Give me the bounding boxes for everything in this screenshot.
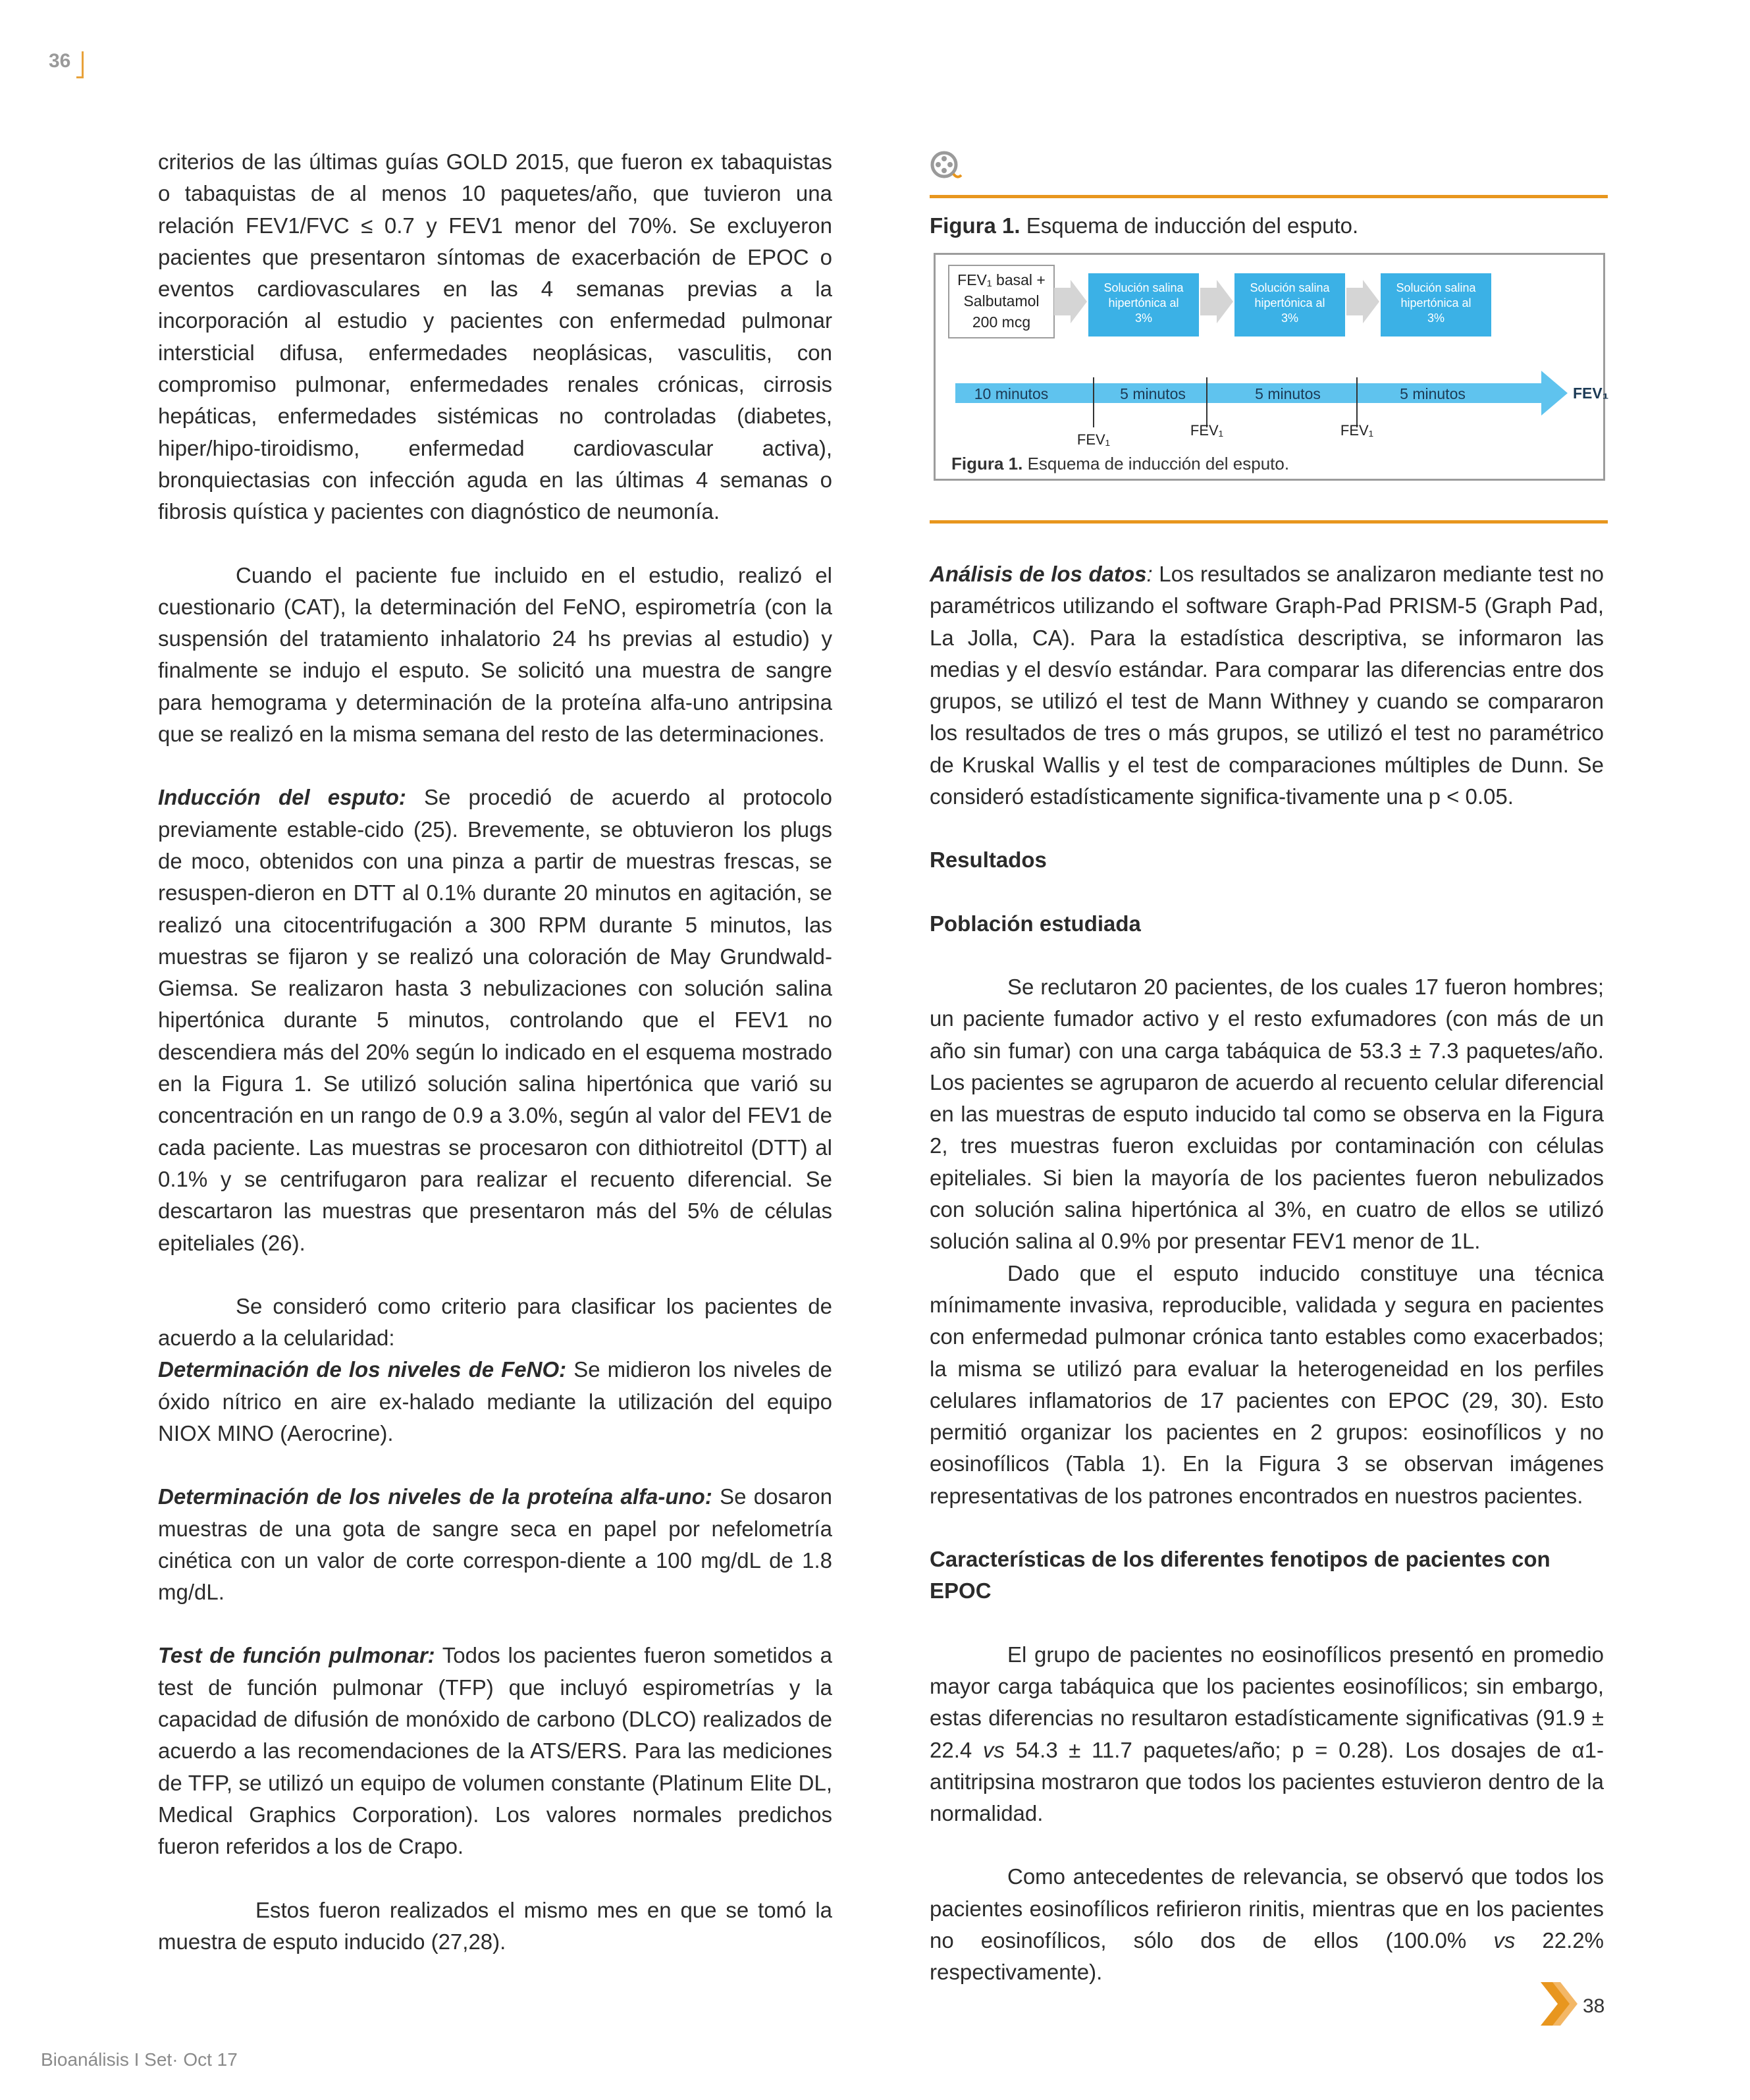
text-pulmonary-test: Todos los pacientes fueron sometidos a test de función pulmonar (TFP) que incluyó espirometrías y la capacidad de difusión de monóxido de carbono (DLCO) realizados de acuerdo a las recomendaciones de la ATS/ERS. Para las mediciones de TFP, se utilizó un equipo de volumen constante (Platinum Elite DL, Medical Graphics Corporation). Los valores normales predichos fueron referidos a los de Crapo. (158, 1643, 832, 1859)
diagram-inner-caption-label: Figura 1. (951, 454, 1023, 473)
heading-resultados: Resultados (930, 848, 1047, 873)
paragraph-procedure: Cuando el paciente fue incluido en el estudio, realizó el cuestionario (CAT), la determinación del FeNO, espirometría (con la suspensión del tratamiento inhalatorio 24 hs previas al estudio) y finalmente se indujo el esputo. Se solicitó una muestra de sangre para hemograma y determinación de la proteína alfa-uno antripsina que se realizó en la misma semana del resto de las determinaciones. (158, 562, 832, 747)
text-sputum-induction: Se procedió de acuerdo al protocolo previamente estable-cido (25). Brevemente, se obtuvieron los plugs de moco, obtenidos con una pinza a partir de muestras frescas, se resuspen-dieron en DTT al 0.1% durante 20 minutos en agitación, se realizó una citocentrifugación a 300 RPM durante 5 minutos, las muestras se fijaron y se realizó una coloración de May Grundwald-Giemsa. Se realizaron hasta 3 nebulizaciones con solución salina hipertónica durante 5 minutos, controlando que el FEV1 no descendiera más del 20% según lo indicado en el esquema mostrado en la Figura 1. Se utilizó solución salina hipertónica que varió su concentración en un rango de 0.9 a 3.0%, según al valor del FEV1 de cada paciente. Las muestras se procesaron con dithiotreitol (DTT) al 0.1% y se centrifugaron para realizar el recuento diferencial. Se descartaron las muestras que presentaron más del 5% de células epiteliales (26). (158, 785, 832, 1255)
saline-box-3-line-3: 3% (1427, 311, 1445, 325)
saline-box-3-line-2: hipertónica al (1400, 296, 1472, 310)
diagram-inner-caption (951, 454, 1289, 473)
chevron-arrow-icon (1346, 280, 1379, 323)
chevron-arrow-icon (1200, 280, 1233, 323)
paragraph-criteria: criterios de las últimas guías GOLD 2015, que fueron ex tabaquistas o tabaquistas de al menos 10 paquetes/año, que tuvieron una relación FEV1/FVC ≤ 0.7 y FEV1 menor del 70%. Se excluyeron pacientes que presentaron síntomas de exacerbación de EPOC o eventos cardiovasculares en las 4 semanas previas a la incorporación al estudio y pacientes con enfermedad pulmonar intersticial difusa, enfermedades neoplásicas, vasculitis, con compromiso pulmonar, enfermedades renales crónicas, cirrosis hepáticas, enfermedades sistémicas no controladas (diabetes, hiper/hipo-tiroidismo, enfermedad cardiovascular activa), bronquiectasias con infección aguda en las últimas 4 semanas o fibrosis quística y pacientes con diagnóstico de neumonía. (158, 149, 832, 524)
text-feno: Se midieron los niveles de óxido nítrico en aire ex-halado mediante la utilización del equipo NIOX MINO (Aerocrine). (158, 1357, 832, 1445)
heading-colon: : (1146, 562, 1153, 586)
fev-mark-2: FEV₁ (1190, 422, 1224, 439)
chevron-arrow-icon (1054, 280, 1087, 323)
paragraph-criterion: Se consideró como criterio para clasificar los pacientes de acuerdo a la celularidad: (158, 1293, 832, 1351)
text-rhinitis-b: 22.2% respectivamente). (930, 1927, 1604, 1985)
figure-diagram (934, 253, 1609, 481)
sputum-induction-diagram (936, 255, 1609, 479)
left-column (158, 146, 832, 1958)
timeline-label-1: 10 minutos (974, 385, 1049, 402)
saline-box-3-line-1: Solución salina (1396, 281, 1476, 294)
paragraph-data-analysis (930, 558, 1604, 813)
text-rhinitis-a: Como antecedentes de relevancia, se observó que todos los pacientes eosinofílicos refirieron rinitis, mientras que en los pacientes no eosinofílicos, sólo dos de ellos (100.0% (930, 1864, 1604, 1952)
heading-poblacion: Población estudiada (930, 911, 1141, 936)
text-smoking-load-b: 54.3 ± 11.7 paquetes/año; p = 0.28). Los dosajes de α1-antitripsina mostraron que todos los pacientes estuvieron dentro de la normalidad. (930, 1737, 1604, 1826)
saline-box-2-line-2: hipertónica al (1254, 296, 1325, 310)
text-vs: vs (1493, 1927, 1516, 1952)
fev-mark-3: FEV₁ (1340, 422, 1374, 439)
text-data-analysis: Los resultados se analizaron mediante test no paramétricos utilizando el software Graph-Pad PRISM-5 (Graph Pad, La Jolla, CA). Para la estadística descriptiva, se informaron las medias y el desvío estándar. Para comparar las diferencias entre dos grupos, se utilizó el test de Mann Withney y cuando se compararon los resultados de tres o más grupos, se utilizó el test no paramétrico de Kruskal Wallis y el test de comparaciones múltiples de Dunn. Se consideró estadísticamente significa-tivamente una p < 0.05. (930, 562, 1604, 809)
paragraph-rhinitis (930, 1861, 1604, 1988)
fev-end-label: FEV₁ (1573, 385, 1609, 402)
saline-box-1-line-3: 3% (1134, 311, 1153, 325)
heading-sputum-induction: Inducción del esputo: (158, 785, 406, 810)
page-number-bottom: 38 (1583, 1995, 1605, 2017)
heading-alpha-protein: Determinación de los niveles de la proteína alfa-uno: (158, 1484, 712, 1509)
text-vs: vs (982, 1737, 1005, 1762)
paragraph-pulmonary-test (158, 1640, 832, 1862)
figure-top-rule (930, 195, 1608, 198)
baseline-box-line-1: FEV₁ basal + (957, 271, 1046, 288)
paragraph-sputum-induction (158, 782, 832, 1258)
text-smoking-load-a: El grupo de pacientes no eosinofílicos presentó en promedio mayor carga tabáquica que los pacientes eosinofílicos; sin embargo, estas diferencias no resultaron estadísticamente significativas (91.9 ± 22.4 (930, 1642, 1604, 1762)
saline-box-1-line-1: Solución salina (1103, 281, 1184, 294)
saline-box-1-line-2: hipertónica al (1108, 296, 1179, 310)
paragraph-feno (158, 1354, 832, 1449)
baseline-box-line-2: Salbutamol (963, 292, 1040, 310)
paragraph-timing: Estos fueron realizados el mismo mes en que se tomó la muestra de esputo inducido (27,28). (158, 1897, 832, 1954)
timeline-label-3: 5 minutos (1255, 385, 1321, 402)
timeline-label-4: 5 minutos (1400, 385, 1466, 402)
heading-feno: Determinación de los niveles de FeNO: (158, 1357, 567, 1382)
figure-bottom-rule (930, 520, 1608, 524)
figure-caption (930, 213, 1358, 238)
footer-publication: Bioanálisis I Set· Oct 17 (41, 2049, 238, 2070)
right-column (930, 558, 1604, 1989)
next-chevron-icon (1541, 1982, 1580, 2026)
text-alpha-protein: Se dosaron muestras de una gota de sangre seca en papel por nefelometría cinética con un valor de corte correspon-diente a 100 mg/dL de 1.8 mg/dL. (158, 1484, 832, 1605)
paragraph-alpha-protein (158, 1481, 832, 1608)
page-number-corner-mark (76, 51, 84, 78)
figure-caption-label: Figura 1. (930, 213, 1021, 238)
fev-mark-1: FEV₁ (1076, 431, 1111, 448)
film-reel-icon (930, 150, 961, 182)
page-number-top: 36 (49, 50, 71, 72)
heading-phenotypes: Características de los diferentes fenotipos de pacientes con EPOC (930, 1547, 1551, 1603)
heading-pulmonary-test: Test de función pulmonar: (158, 1643, 435, 1668)
saline-box-2-line-1: Solución salina (1250, 281, 1330, 294)
diagram-inner-caption-text: Esquema de inducción del esputo. (1022, 454, 1290, 473)
paragraph-smoking-load (930, 1639, 1604, 1830)
paragraph-population: Se reclutaron 20 pacientes, de los cuales 17 fueron hombres; un paciente fumador activo y el resto exfumadores (con más de un año sin fumar) con una carga tabáquica de 53.3 ± 7.3 paquetes/año. Los pacientes se agruparon de acuerdo al recuento celular diferencial en las muestras de esputo inducido tal como se observa en la Figura 2, tres muestras fueron excluidas por contaminación con células epiteliales. Si bien la mayoría de los pacientes fueron nebulizados con solución salina hipertónica al 3%, en cuatro de ellos se utilizó solución salina al 0.9% por presentar FEV1 menor de 1L. (930, 974, 1604, 1254)
heading-data-analysis: Análisis de los datos (930, 562, 1147, 586)
figure-caption-text: Esquema de inducción del esputo. (1020, 213, 1359, 238)
paragraph-induced-sputum: Dado que el esputo inducido constituye una técnica mínimamente invasiva, reproducible, validada y segura en pacientes con enfermedad pulmonar crónica tanto estables como exacerbados; la misma se utilizó para evaluar la heterogeneidad en los perfiles celulares inflamatorios de 17 pacientes con EPOC (29, 30). Esto permitió organizar los pacientes en 2 grupos: eosinofílicos y no eosinofílicos (Tabla 1). En la Figura 3 se observan imágenes representativas de los patrones encontrados en nuestros pacientes. (930, 1260, 1604, 1508)
saline-box-2-line-3: 3% (1281, 311, 1299, 325)
baseline-box-line-3: 200 mcg (972, 313, 1031, 331)
timeline-label-2: 5 minutos (1120, 385, 1186, 402)
